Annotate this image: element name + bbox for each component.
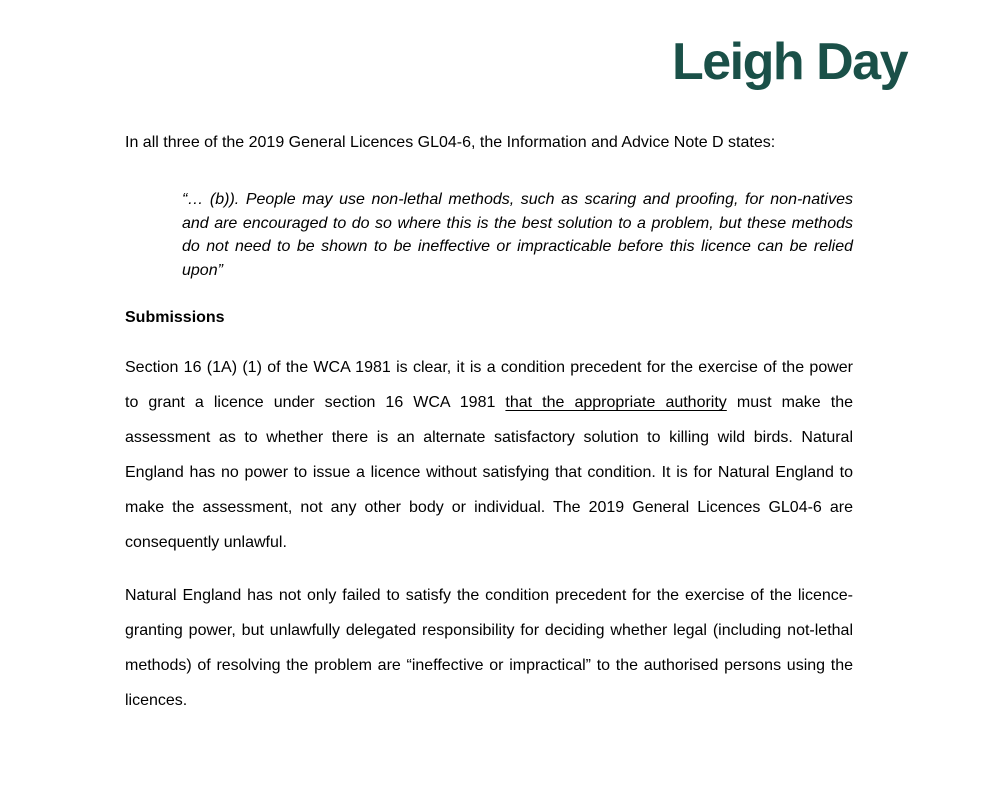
leigh-day-logo: Leigh Day bbox=[672, 33, 907, 91]
paragraph-delegation: Natural England has not only failed to satisfy the condition precedent for the exercise of the licence-granting power, but unlawfully delegated responsibility for deciding whether legal (including not-lethal methods) of resolving the problem are “ineffective or impractical” to the authorised persons using the licences. bbox=[125, 587, 853, 709]
paragraph-intro: In all three of the 2019 General Licences GL04-6, the Information and Advice Note D states: bbox=[125, 134, 776, 151]
paragraph-submissions bbox=[125, 350, 853, 560]
paragraph-submissions-after: must make the assessment as to whether there is an alternate satisfactory solution to killing wild birds. Natural England has no power to issue a licence without satisfying that condition. It is for Natural England to make the assessment, not any other body or individual. The 2019 General Licences GL04-6 are consequently unlawful. bbox=[125, 394, 854, 551]
paragraph-submissions-before: Section 16 (1A) (1) of the WCA 1981 is clear, it is a condition precedent for the exercise of the power to grant a licence under section 16 WCA 1981 bbox=[125, 359, 853, 411]
document-body bbox=[125, 0, 853, 718]
licence-note-quote: “… (b)). People may use non-lethal methods, such as scaring and proofing, for non-natives and are encouraged to do so where this is the best solution to a problem, but these methods do not need to be shown to be ineffective or impracticable before this licence can be relied upon” bbox=[182, 191, 853, 279]
submissions-heading: Submissions bbox=[125, 309, 225, 326]
underlined-phrase-appropriate-authority: that the appropriate authority bbox=[505, 394, 727, 411]
